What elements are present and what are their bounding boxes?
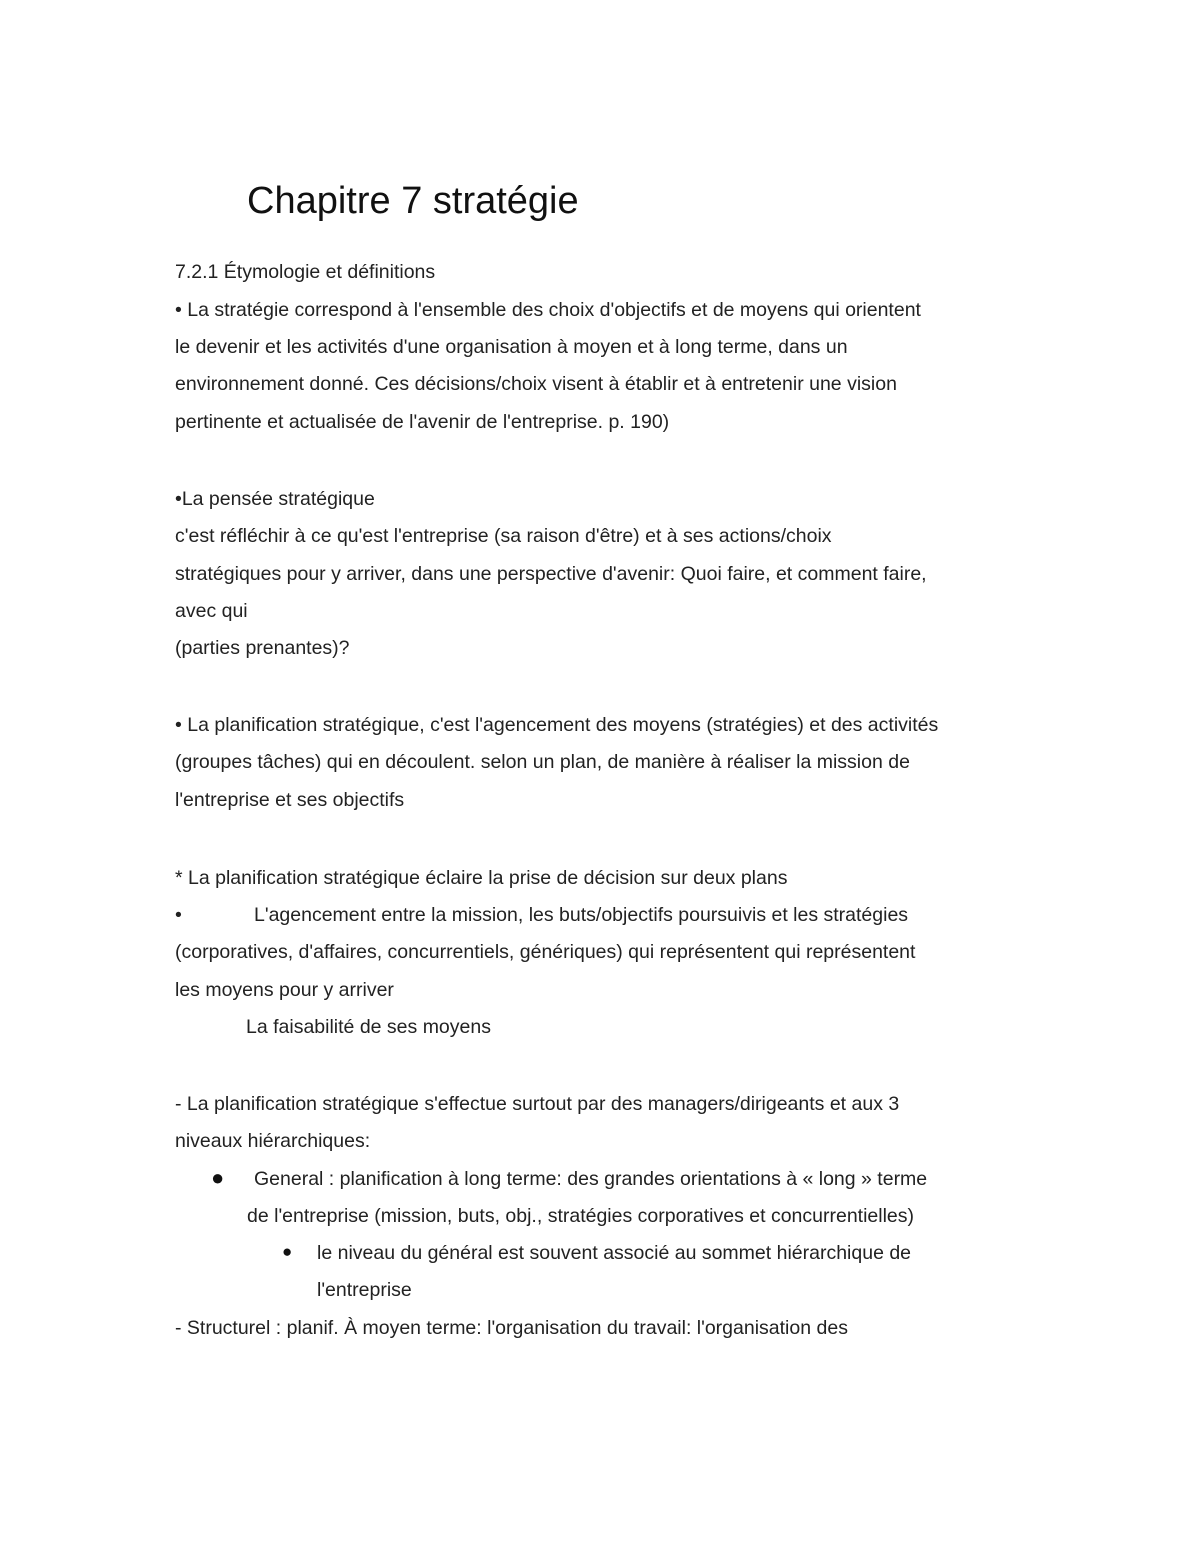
page-title: Chapitre 7 stratégie xyxy=(247,180,579,222)
pensee-line-2: stratégiques pour y arriver, dans une perspective d'avenir: Quoi faire, et comment faire, xyxy=(175,563,927,585)
pensee-heading: •La pensée stratégique xyxy=(175,488,375,510)
niveaux-line-2: niveaux hiérarchiques: xyxy=(175,1130,371,1152)
eclaire-bullet: • xyxy=(175,904,182,926)
pensee-line-3: avec qui xyxy=(175,600,248,622)
definition-line-3: environnement donné. Ces décisions/choix visent à établir et à entretenir une vision xyxy=(175,373,897,395)
niveaux-line-1: - La planification stratégique s'effectue surtout par des managers/dirigeants et aux 3 xyxy=(175,1093,900,1115)
pensee-line-1: c'est réfléchir à ce qu'est l'entreprise (sa raison d'être) et à ses actions/choix xyxy=(175,525,832,547)
sub-bullet-icon: ● xyxy=(282,1242,293,1261)
sub-line-1: le niveau du général est souvent associé au sommet hiérarchique de xyxy=(317,1242,912,1264)
planification-line-2: (groupes tâches) qui en découlent. selon un plan, de manière à réaliser la mission de xyxy=(175,751,910,773)
definition-line-4: pertinente et actualisée de l'avenir de l'entreprise. p. 190) xyxy=(175,411,670,433)
structurel-line: - Structurel : planif. À moyen terme: l'organisation du travail: l'organisation des xyxy=(175,1317,848,1339)
definition-line-1: • La stratégie correspond à l'ensemble des choix d'objectifs et de moyens qui orientent xyxy=(175,299,921,321)
sub-line-2: l'entreprise xyxy=(317,1279,412,1301)
general-line-2: de l'entreprise (mission, buts, obj., stratégies corporatives et concurrentielles) xyxy=(247,1205,915,1227)
definition-line-2: le devenir et les activités d'une organisation à moyen et à long terme, dans un xyxy=(175,336,848,358)
planification-line-3: l'entreprise et ses objectifs xyxy=(175,789,405,811)
eclaire-line-2: L'agencement entre la mission, les buts/objectifs poursuivis et les stratégies xyxy=(254,904,909,926)
general-bullet-icon: ● xyxy=(211,1165,225,1190)
eclaire-line-3: (corporatives, d'affaires, concurrentiels, génériques) qui représentent qui représentent xyxy=(175,941,916,963)
general-line-1: General : planification à long terme: des grandes orientations à « long » terme xyxy=(254,1168,928,1190)
eclaire-line-1: * La planification stratégique éclaire la prise de décision sur deux plans xyxy=(175,867,788,889)
eclaire-line-4: les moyens pour y arriver xyxy=(175,979,394,1001)
pensee-line-4: (parties prenantes)? xyxy=(175,637,350,659)
planification-line-1: • La planification stratégique, c'est l'agencement des moyens (stratégies) et des activités xyxy=(175,714,939,736)
section-heading: 7.2.1 Étymologie et définitions xyxy=(175,261,436,283)
eclaire-line-5: La faisabilité de ses moyens xyxy=(246,1016,491,1038)
